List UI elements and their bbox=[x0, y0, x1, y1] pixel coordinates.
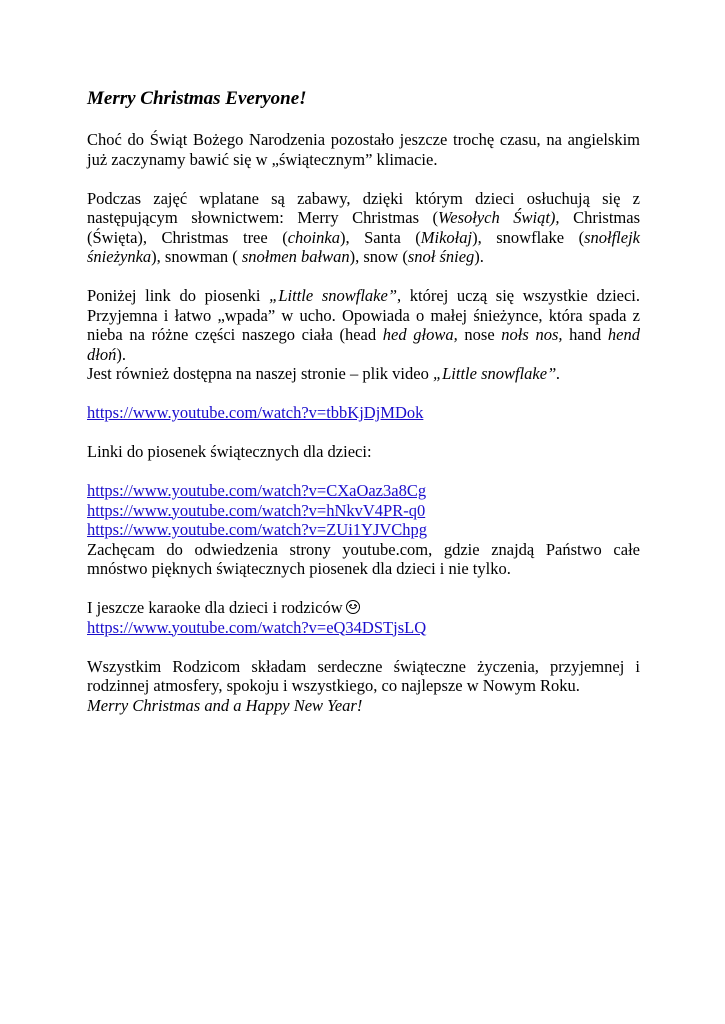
italic-segment: Wesołych Świąt), bbox=[438, 208, 560, 227]
paragraph-vocabulary bbox=[87, 189, 640, 267]
text-segment: nose bbox=[457, 325, 502, 344]
italic-segment: snołmen bałwan bbox=[241, 247, 350, 266]
document-body bbox=[87, 88, 640, 735]
text-segment: Christmas (Święta), Christmas tree ( bbox=[87, 208, 641, 247]
youtube-link-snowflake[interactable]: https://www.youtube.com/watch?v=tbbKjDjMDok bbox=[87, 403, 424, 422]
italic-segment: choinka bbox=[287, 227, 340, 247]
paragraph-karaoke bbox=[87, 598, 640, 637]
paragraph-intro: Choć do Świąt Bożego Narodzenia pozostało jeszcze trochę czasu, na angielskim już zaczynamy bawić się w „świątecznym” klimacie. bbox=[87, 130, 640, 169]
karaoke-text: I jeszcze karaoke dla dzieci i rodziców bbox=[87, 598, 343, 617]
wishes-italic: Merry Christmas and a Happy New Year! bbox=[87, 695, 363, 715]
text-segment: ). bbox=[474, 247, 484, 266]
paragraph-encourage: Zachęcam do odwiedzenia strony youtube.com, gdzie znajdą Państwo całe mnóstwo pięknych świątecznych piosenek dla dzieci i nie tylko. bbox=[87, 539, 640, 578]
paragraph-song bbox=[87, 286, 640, 364]
text-segment: hand bbox=[562, 325, 608, 344]
italic-segment: snoł śnieg bbox=[407, 247, 475, 266]
document-title: Merry Christmas Everyone! bbox=[87, 88, 307, 109]
text-segment: ), snowflake ( bbox=[472, 227, 585, 247]
text-segment: ). bbox=[116, 344, 126, 364]
paragraph-wishes-english bbox=[87, 696, 640, 716]
main-link-paragraph bbox=[87, 403, 640, 423]
youtube-link-3[interactable]: https://www.youtube.com/watch?v=ZUi1YJVChpg bbox=[87, 520, 428, 539]
italic-segment: hed głowa, bbox=[382, 325, 458, 344]
italic-segment: snołflejk śnieżynka bbox=[87, 227, 640, 266]
text-segment: Podczas zajęć wplatane są zabawy, dzięki którym dzieci osłuchują się z następującym słownictwem: Merry Christmas ( bbox=[87, 188, 640, 227]
youtube-link-karaoke[interactable]: https://www.youtube.com/watch?v=eQ34DSTjsLQ bbox=[87, 617, 427, 637]
paragraph-wishes bbox=[87, 657, 640, 696]
italic-segment: „Little snowflake”. bbox=[432, 364, 561, 383]
text-segment: ), Santa ( bbox=[339, 227, 421, 247]
youtube-link-1[interactable]: https://www.youtube.com/watch?v=CXaOaz3a8Cg bbox=[87, 481, 427, 500]
italic-segment: hend dłoń bbox=[87, 325, 640, 364]
smiley-icon bbox=[346, 600, 360, 614]
text-segment: , której uczą się wszystkie dzieci. Przyjemna i łatwo „wpada” w ucho. Opowiada o małej śnieżynce, która spada z nieba na różne części naszego ciała (head bbox=[87, 286, 641, 344]
text-segment: ), snowman ( bbox=[151, 247, 242, 266]
links-list bbox=[87, 481, 640, 540]
text-segment: Jest również dostępna na naszej stronie – plik video bbox=[87, 364, 433, 383]
italic-segment: Mikołaj bbox=[420, 227, 473, 247]
text-segment: ), snow ( bbox=[349, 247, 408, 266]
wishes-text: Wszystkim Rodzicom składam serdeczne świąteczne życzenia, przyjemnej i rodzinnej atmosfery, spokoju i wszystkiego, co najlepsze w Nowym Roku. bbox=[87, 656, 640, 695]
italic-segment: nołs nos, bbox=[501, 325, 563, 344]
youtube-link-2[interactable]: https://www.youtube.com/watch?v=hNkvV4PR-q0 bbox=[87, 500, 426, 520]
links-heading: Linki do piosenek świątecznych dla dzieci: bbox=[87, 442, 372, 461]
italic-segment: „Little snowflake” bbox=[269, 286, 398, 305]
text-segment: Poniżej link do piosenki bbox=[87, 286, 270, 305]
paragraph-video-note bbox=[87, 364, 640, 384]
